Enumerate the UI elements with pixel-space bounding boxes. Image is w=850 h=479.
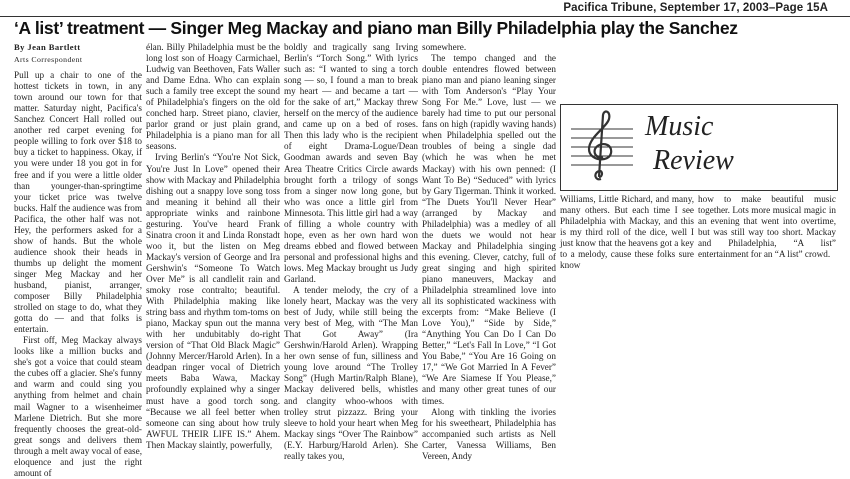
paragraph: The tempo changed and the double entendres flowed between piano man and piano leaning singer with Tom Anderson's “Play Your Song For Me.” Love, lust — we barely had time to put our personal fans on high (rapidly waving hands) when Philadelphia spelled out the troubles of being a single dad (which he was when he met Mackay) with his own penned: (I Want To Be) “Seduced” with lyrics by Gary Tigerman. Think it worked. “The Duets You'll Never Hear” (arranged by Mackay and Philadelphia) was a medley of all the duets we would not hear Mackay and Philadelphia singing this evening. Clever, catchy, full of great singing and high spirited piano maneuvers, Mackay and Philadelphia streamlined love into all its sophisticated wackiness with excerpts from: “Make Believe (I Love You),” “Side by Side,” “Anything You Can Do I Can Do Better,” “Let's Fall In Love,” “I Got You Babe,” “You Are 16 Going on 17,” “We Got Married In A Fever” “We Are Siamese If You Please,” and many other great tunes of our times. xyxy=(422,53,556,406)
paragraph: how to make beautiful music together. Lots more musical magic in an evening that went into overtime, but was still way too short. Mackay and Philadelphia, “A list” entertainment for an “A list” crowd. xyxy=(698,194,836,260)
review-title-line1: Music xyxy=(645,111,714,142)
paragraph: Pull up a chair to one of the hottest tickets in town, in any town around our town for that matter. Saturday night, Pacifica's Sanchez Concert Hall rolled out another red carpet evening for people willing to fork over $18 to buy a ticket to happiness. Okay, if you were under 18 you got in for free and if you were a little older than younger-than-springtime your ticket price was twelve bucks. Half the audience was from Pacifica, the other half was not. Hey, the performers asked for a show of hands. But the whole audience shook their heads in thumbs up delight the moment singer Meg Mackay and her husband, pianist, arranger, composer Billy Philadelphia strolled on stage to do, what they gotta do — and that folks is entertain. xyxy=(14,70,142,335)
paragraph: boldly and tragically sang Irving Berlin's “Torch Song.” With lyrics such as: “I wanted to sing a torch song — so, I found a man to break my heart — and became a tart — for the sake of art,” Mackay threw herself on the mercy of the audience and came up on a bed of roses. Then this lady who is the recipient of eight Drama-Logue/Dean Goodman awards and seven Bay Area Theatre Critics Circle awards brought forth a trilogy of songs from a singer now long gone, but who was once a little girl from Minnesota. This little girl had a way of filling a whole country with hope, even as her own hard won dreams ebbed and flowed between personal and professional highs and lows. Meg Mackay brought us Judy Garland. xyxy=(284,42,418,284)
article-column-3 xyxy=(284,42,418,460)
paragraph: Williams, Little Richard, and many, many others. But each time I see Philadelphia with Mackay, and this is my third roll of the dice, well I just know that the heavens got a key to a melody, cause these folks sure know xyxy=(560,194,694,271)
music-staff-treble-clef-icon xyxy=(567,107,637,187)
headline: ‘A list’ treatment — Singer Meg Mackay and piano man Billy Philadelphia play the Sanchez xyxy=(14,18,738,38)
article-column-2 xyxy=(146,42,280,460)
paragraph: Along with tinkling the ivories for his sweetheart, Philadelphia has accompanied such artists as Nell Carter, Vanessa Williams, Ben Vereen, Andy xyxy=(422,406,556,461)
paragraph: First off, Meg Mackay always looks like a million bucks and she's got a voice that could steam the cubes off a glacier. She's funny and warm and could sing you anything from helmet and chain mail Wagner to a wisenheimer Marlene Dietrich. But she more frequently chooses the great-old-great songs and delivers them through a melt away vocal of ease, eloquence and just the right amount of xyxy=(14,335,142,478)
masthead: Pacifica Tribune, September 17, 2003–Page 15A xyxy=(563,2,828,14)
review-title-line2: Review xyxy=(653,145,734,176)
paragraph: A tender melody, the cry of a lonely heart, Mackay was the very best of Judy, while still being the very best of Meg, with “The Man That Got Away” (Ira Gershwin/Harold Arlen). Wrapping her own sense of fun, silliness and young love around “The Trolley Song” (Hugh Martin/Ralph Blane), Mackay delivered bells, whistles and clangity whoo-whoos with trolley strut pizzazz. Bring your sleeve to hold your heart when Meg Mackay sings “Over The Rainbow” (E.Y. Harburg/Harold Arlen). She really takes you, xyxy=(284,285,418,461)
article-column-5 xyxy=(560,194,694,274)
article-column-4 xyxy=(422,42,556,460)
music-review-box xyxy=(560,104,838,191)
paragraph: élan. Billy Philadelphia must be the long lost son of Hoagy Carmichael, Ludwig van Beethoven, Fats Waller and Dame Edna. Who can explain such a family tree except the sound of Philadelphia's fingers on the old conched harp. Street piano, clavier, parlor grand or just plain grand, Philadelphia is a piano man for all seasons. xyxy=(146,42,280,152)
article-column-1 xyxy=(14,42,142,478)
article-column-6 xyxy=(698,194,836,274)
byline-role: Arts Correspondent xyxy=(14,55,83,65)
masthead-rule xyxy=(0,16,850,17)
paragraph: somewhere. xyxy=(422,42,467,52)
paragraph: Irving Berlin's “You're Not Sick, You're Just In Love” opened their show with Mackay and Philadelphia dishing out a snappy love song toss and meaning it behind all their appropriate winks and rainbone gesturing. You've heard Frank Sinatra croon it and Linda Ronstadt woo it, but the listen on Meg Mackay's version of George and Ira Gershwin's “Someone To Watch Over Me” is all candlelit rain and smoky rose contralto; beautiful. With Philadelphia making like string bass and rhythm tom-toms on piano, Mackay spun out the manna with her undubitably do-right version of “That Old Black Magic” (Johnny Mercer/Harold Arlen). In a deadpan ringer vocal of Dietrich meets Baba Wawa, Mackay profoundly explained why a singer must have a good torch song. “Because we all feel better when someone can sing about how truly AWFUL THEIR LIFE IS.” Ahem. Then Mackay slaintly, powerfully, xyxy=(146,152,280,450)
byline-author: By Jean Bartlett xyxy=(14,42,81,52)
music-review-title xyxy=(645,113,734,175)
